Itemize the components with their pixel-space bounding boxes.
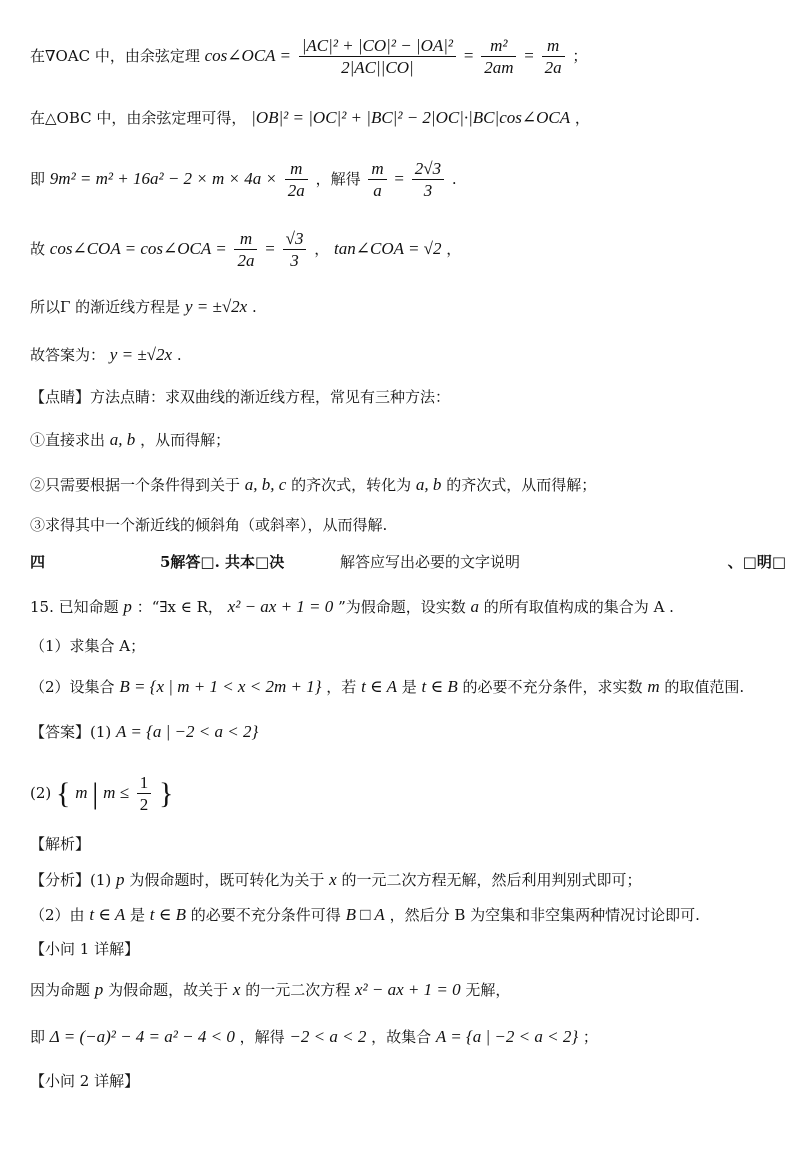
l1-frac1-den: 2|AC||CO| (341, 58, 414, 78)
l14-expr3: t ∈ B (421, 677, 458, 696)
l18-post: 的一元二次方程无解，然后利用判别式即可； (341, 871, 642, 889)
l1-frac2-den: 2am (484, 58, 514, 78)
q15-q1: ：“∃x ∈ R， (136, 598, 223, 616)
l3-eq: = (394, 168, 405, 188)
l5-pre: 所以Γ 的渐近线方程是 (30, 298, 181, 316)
l16-pre: (2) (30, 783, 52, 802)
l22-mid: ，解得 (239, 1028, 285, 1046)
analysis-2 (30, 905, 786, 925)
l14-mid2: 是 (401, 678, 417, 696)
l3-frac3-den: 3 (423, 181, 433, 201)
l9-expr2: a, b (415, 475, 442, 494)
l1-frac2 (481, 35, 516, 79)
l9-expr: a, b, c (244, 475, 287, 494)
line-10 (30, 516, 786, 534)
l3-expr: 9m² = m² + 16a² − 2 × m × 4a × (49, 168, 277, 188)
l6-post: . (176, 346, 182, 364)
l3-mid: ，解得 (315, 169, 361, 188)
l4-frac (234, 228, 257, 272)
l16-frac-num: 1 (137, 772, 152, 794)
analysis-1 (30, 870, 786, 890)
l18-pre: 【分析】(1) (30, 871, 112, 889)
l14-expr: B = {x | m + 1 < x < 2m + 1} (119, 677, 322, 696)
l2-post: ， (574, 109, 590, 127)
q15-p: p (123, 597, 132, 616)
line-4 (30, 228, 786, 272)
l4-eq: = (265, 238, 275, 258)
l1-post: ； (572, 46, 588, 65)
subq2-heading (30, 1072, 786, 1090)
l19-mid2: 的必要不充分条件可得 (190, 906, 341, 924)
l22-expr: Δ = (−a)² − 4 = a² − 4 < 0 (49, 1027, 235, 1046)
line-8 (30, 430, 786, 450)
question-15 (30, 597, 786, 617)
l16-brace-open: { (56, 776, 71, 810)
l3-post: . (451, 169, 457, 188)
l9-pre: ②只需要根据一个条件得到关于 (30, 476, 241, 494)
l5-expr: y = ±√2x (184, 297, 248, 316)
l21-pre: 因为命题 (30, 981, 91, 999)
l1-frac3-num: m (542, 35, 565, 57)
l3-frac2-num: m (368, 158, 386, 180)
l16-brace-close: } (159, 776, 174, 810)
q15-part1 (30, 637, 786, 655)
l19-expr2: t ∈ B (149, 905, 186, 924)
l1-frac1 (299, 35, 456, 79)
l18-x: x (329, 870, 337, 889)
subq1-line1 (30, 980, 786, 1000)
line-6 (30, 345, 786, 365)
l6-expr: y = ±√2x (109, 345, 173, 364)
l1-frac1-num: |AC|² + |CO|² − |OA|² (299, 35, 456, 57)
l15-expr: A = {a | −2 < a < 2} (116, 722, 259, 741)
l1-frac3 (542, 35, 565, 79)
l9-mid: 的齐次式，转化为 (291, 476, 412, 494)
l17-text: 【解析】 (30, 835, 91, 853)
l2-expr: |OB|² = |OC|² + |BC|² − 2|OC|·|BC|cos∠OCA (251, 108, 571, 127)
l3-frac-den: 2a (287, 181, 305, 201)
l21-mid: 为假命题，故关于 (108, 981, 229, 999)
l4-frac-num: m (234, 228, 257, 250)
l19-post: ，然后分 B 为空集和非空集两种情况讨论即可. (389, 906, 700, 924)
l19-pre: （2）由 (30, 906, 85, 924)
line-3 (30, 158, 786, 202)
l21-mid2: 的一元二次方程 (245, 981, 351, 999)
q15-pre: 15. 已知命题 (30, 598, 119, 616)
l8-pre: ①直接求出 (30, 431, 106, 449)
l19-expr: t ∈ A (89, 905, 126, 924)
l10-text: ③求得其中一个渐近线的倾斜角（或斜率），从而得解. (30, 516, 388, 534)
l22-pre: 即 (30, 1028, 46, 1046)
l4-pre: 故 (30, 239, 46, 258)
q15-part2 (30, 677, 786, 697)
analysis-label (30, 835, 786, 853)
q15-expr: x² − ax + 1 = 0 (227, 597, 334, 616)
line-7 (30, 388, 786, 406)
l15-pre: 【答案】(1) (30, 723, 112, 741)
l4-frac2-num: √3 (283, 228, 307, 250)
l22-post: ； (582, 1028, 598, 1046)
l22-expr3: A = {a | −2 < a < 2} (435, 1027, 579, 1046)
l19-expr3: B □ A (345, 905, 385, 924)
l14-m: m (647, 677, 660, 696)
l4-frac2-den: 3 (290, 251, 299, 271)
l9-post: 的齐次式，从而得解； (446, 476, 597, 494)
line-1 (30, 35, 786, 79)
l3-frac2-den: a (373, 181, 382, 201)
l14-post1: 的必要不充分条件，求实数 (462, 678, 643, 696)
l3-frac3 (412, 158, 444, 202)
l1-eq3: = (524, 45, 534, 65)
l8-expr: a, b (109, 430, 136, 449)
l2-pre: 在△OBC 中，由余弦定理可得， (30, 109, 247, 127)
l3-frac3-num: 2√3 (412, 158, 444, 180)
l1-pre: 在∇OAC 中，由余弦定理 (30, 46, 200, 65)
l21-post: 无解， (465, 981, 511, 999)
l3-frac-num: m (285, 158, 308, 180)
l20-text: 【小问 1 详解】 (30, 940, 140, 958)
l21-p: p (94, 980, 104, 999)
l4-post: ， (446, 239, 462, 258)
answer-2 (30, 772, 786, 816)
line-5 (30, 297, 786, 317)
l14-mid: ，若 (326, 678, 357, 696)
l6-pre: 故答案为： (30, 346, 106, 364)
l21-expr: x² − ax + 1 = 0 (355, 980, 461, 999)
l7-text: 【点睛】方法点睛：求双曲线的渐近线方程，常见有三种方法： (30, 388, 451, 406)
q15-post: 的所有取值构成的集合为 A . (483, 598, 674, 616)
l21-x: x (232, 980, 241, 999)
sec4-left: 四 (30, 553, 46, 571)
sec4-right: 、□明□ (727, 553, 786, 571)
l23-text: 【小问 2 详解】 (30, 1072, 140, 1090)
l18-mid: 为假命题时，既可转化为关于 (129, 871, 325, 889)
l16-set-var: m (75, 782, 88, 802)
section-4-heading (30, 553, 786, 571)
l16-frac (137, 772, 152, 816)
l14-pre: （2）设集合 (30, 678, 115, 696)
sec4-middle: 5解答□. 共本□决 (160, 553, 285, 571)
l1-eq2: = (463, 45, 474, 65)
l1-frac2-num: m² (481, 35, 516, 57)
l14-expr2: t ∈ A (361, 677, 397, 696)
sec4-middle2: 解答应写出必要的文字说明 (340, 553, 521, 571)
subq1-heading (30, 940, 786, 958)
l4-expr2: tan∠COA = √2 (334, 238, 442, 258)
l22-mid2: ，故集合 (371, 1028, 432, 1046)
l1-frac3-den: 2a (544, 58, 562, 78)
l16-frac-den: 2 (139, 795, 149, 815)
q15-a: a (470, 597, 480, 616)
l16-set-cond: m ≤ (103, 782, 129, 802)
l3-pre: 即 (30, 169, 46, 188)
l5-post: . (251, 298, 257, 316)
l13-text: （1）求集合 A； (30, 637, 146, 655)
l3-frac (285, 158, 308, 202)
l3-frac2 (368, 158, 386, 202)
l16-bar: | (92, 776, 99, 810)
line-9 (30, 475, 786, 495)
l4-frac2 (283, 228, 307, 272)
line-2 (30, 108, 786, 128)
l18-p: p (116, 870, 125, 889)
answer-1 (30, 722, 786, 742)
l4-frac-den: 2a (237, 251, 255, 271)
l22-expr2: −2 < a < 2 (289, 1027, 367, 1046)
l1-expr: cos∠OCA = (204, 45, 291, 65)
l4-mid: ， (314, 239, 330, 258)
l4-expr: cos∠COA = cos∠OCA = (49, 238, 227, 258)
l14-post2: 的取值范围. (664, 678, 745, 696)
l19-mid: 是 (130, 906, 146, 924)
l8-post: ，从而得解； (140, 431, 231, 449)
q15-q2: ”为假命题，设实数 (338, 598, 466, 616)
subq1-line2 (30, 1027, 786, 1047)
